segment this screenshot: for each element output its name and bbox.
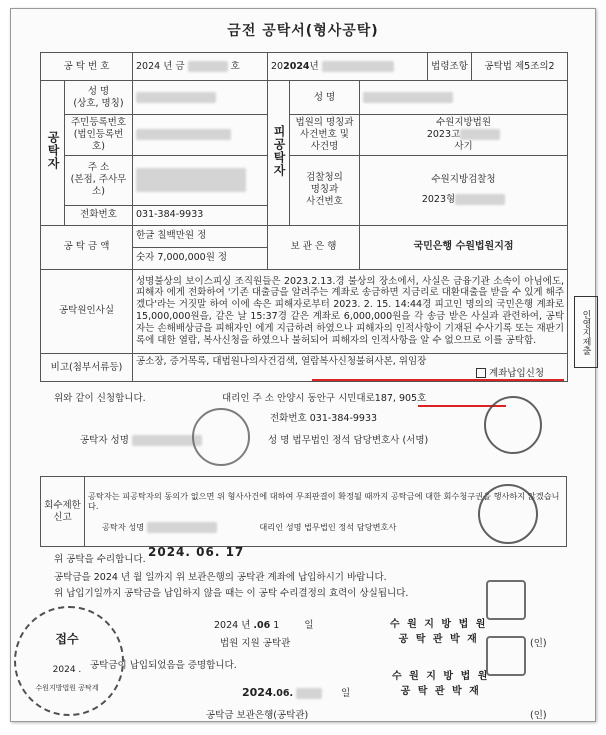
- creditor-side-label: 피공탁자: [272, 124, 286, 177]
- receipt-stamp-text: 접수 2024 . 수원지방법원 공탁계: [35, 632, 99, 692]
- agent-phone: 전화번호 031-384-9933: [270, 413, 378, 425]
- agent-sign: 성 명 법무법인 정석 담당변호사 (서명): [268, 435, 429, 447]
- cause-text: 성명불상의 보이스피싱 조직원들은 2023.2.13.경 불상의 장소에서, 사실은 금융기관 소속이 아님에도, 피해자 에게 전화하여 '기존 대출금을 알려주는 계좌로 송금하면 지금리로 대환대출을 받을 수 있게 해주겠다'라는 거짓말 하여 이에 속은 피해자로부터 2023. 2. 15. 14:44경 피고인 명의의 국민은행 계좌로 15,000,000원을, 같은 날 15:37경 같은 계좌로 6,000,000원을 각 송금 받은 사실과 관련하여, 공탁자는 손해배상금을 피해자인 에게 지급하려 하였으나 피해자의 인적사항이 기재된 수사기록 또는 재판기록에 대한 열람, 복사신청을 하였으나 불허되어 피해자의 인적사항을 알 수 없으므로 이를 공탁함.: [133, 269, 568, 353]
- acceptance-seal-in: (인): [530, 638, 547, 650]
- amount-label: 공 탁 금 액: [41, 225, 133, 269]
- depositor-id-label: 주민등록번호 (법인등록번호): [65, 115, 133, 156]
- proof-seal: 수 원 지 방 법 원 공 탁 관 박 재: [392, 671, 490, 698]
- agent-seal-circle: [484, 396, 542, 454]
- redacted: [455, 194, 505, 205]
- agent-seal-circle: [478, 484, 538, 544]
- attachments-value: 공소장, 증거목록, 대법원나의사건검색, 열람복사신청불허사본, 위임장 계좌납입신청: [133, 353, 568, 382]
- officer-seal: [486, 636, 526, 676]
- recovery-body: 공탁자는 피공탁자의 동의가 없으면 위 형사사건에 대하여 무죄판결이 확정될 때까지 공탁금에 대한 회수청구권을 행사하지 않겠습니다. 공탁자 성명 대리인 성명 법무법인 정석 담당변호사: [85, 477, 567, 547]
- deposit-form: [40, 52, 567, 735]
- proof-line: 공탁금이 납입되었음을 증명합니다.: [90, 660, 237, 672]
- depositor-name-value: [133, 81, 268, 115]
- creditor-name-value: [360, 81, 568, 115]
- acceptance-court: 법원 지원 공탁관: [220, 638, 291, 650]
- acceptance-stamp-date: 2024. 06. 17: [148, 545, 245, 560]
- officer-seal: [486, 580, 526, 620]
- court-value: 수원지방법원 2023고 사기: [360, 115, 568, 156]
- prosecutor-label: 검찰청의 명칭과 사건번호: [290, 155, 360, 225]
- acceptance-line2: 공탁금을 2024 년 월 일까지 위 보관은행의 공탁관 계좌에 납입하시기 바랍니다.: [54, 572, 387, 584]
- redacted: [296, 688, 322, 699]
- law-label: 법령조항: [428, 53, 472, 81]
- highlight-underline: [312, 379, 564, 381]
- cause-label: 공탁원인사실: [41, 269, 133, 353]
- redacted: [136, 168, 246, 192]
- bank-label: 보 관 은 행: [268, 225, 360, 269]
- recovery-label: 회수제한 신고: [41, 477, 85, 547]
- depositor-side-label: 공탁자: [46, 131, 60, 171]
- deposit-date: 202024년: [268, 53, 428, 81]
- agent-seal-circle: [192, 408, 250, 466]
- depositor-address-value: [133, 155, 268, 205]
- depositor-phone-label: 전화번호: [65, 205, 133, 225]
- deposit-number-value: 2024 년 금 호: [133, 53, 268, 81]
- depositor-name-label: 성 명 (상호, 명칭): [65, 81, 133, 115]
- redacted: [322, 61, 394, 72]
- creditor-name-label: 성 명: [290, 81, 360, 115]
- form-table: [40, 52, 568, 382]
- law-value: 공탁법 제5조의2: [472, 53, 568, 81]
- court-label: 법원의 명칭과 사건번호 및 사건명: [290, 115, 360, 156]
- proof-date: 2024.06. 일: [242, 686, 351, 700]
- proof-bank: 공탁금 보관은행(공탁관): [206, 710, 309, 722]
- redacted: [188, 61, 228, 72]
- depositor-id-value: [133, 115, 268, 156]
- prosecutor-value: 수원지방검찰청 2023형: [360, 155, 568, 225]
- bank-value: 국민은행 수원법원지점: [360, 225, 568, 269]
- acceptance-line1: 위 공탁을 수리합니다.: [54, 554, 146, 566]
- account-payment-checkbox[interactable]: [476, 368, 486, 378]
- redacted: [136, 92, 216, 103]
- attachments-label: 비고(첨부서류등): [41, 353, 133, 382]
- depositor-address-label: 주 소 (본점, 주사무소): [65, 155, 133, 205]
- acceptance-line3: 위 납입기일까지 공탁금을 납입하지 않을 때는 이 공탁 수리결정의 효력이 상실됩니다.: [54, 588, 409, 600]
- apply-statement: 위와 같이 신청합니다.: [54, 393, 146, 405]
- acceptance-seal: 수 원 지 방 법 원 공 탁 관 박 재: [390, 619, 488, 646]
- redacted: [147, 522, 217, 533]
- redacted: [363, 92, 453, 103]
- side-stamp: 인영지제출: [574, 296, 598, 368]
- proof-seal-in: (인): [530, 710, 547, 722]
- redacted: [460, 129, 500, 140]
- deposit-number-row: [41, 53, 568, 81]
- depositor-sign: 공탁자 성명: [80, 432, 202, 446]
- deposit-number-label: 공 탁 번 호: [41, 53, 133, 81]
- depositor-phone-value: 031-384-9933: [133, 205, 268, 225]
- agent-address: 대리인 주 소 안양시 동안구 시민대로187, 905호: [222, 393, 427, 405]
- amount-korean: 한글 칠백만원 정: [133, 225, 268, 247]
- amount-number: 숫자 7,000,000원 정: [133, 247, 268, 269]
- redacted: [136, 129, 231, 140]
- document-title: 금전 공탁서(형사공탁): [227, 23, 379, 39]
- acceptance-date: 2024 년 .06 1 일: [214, 620, 314, 632]
